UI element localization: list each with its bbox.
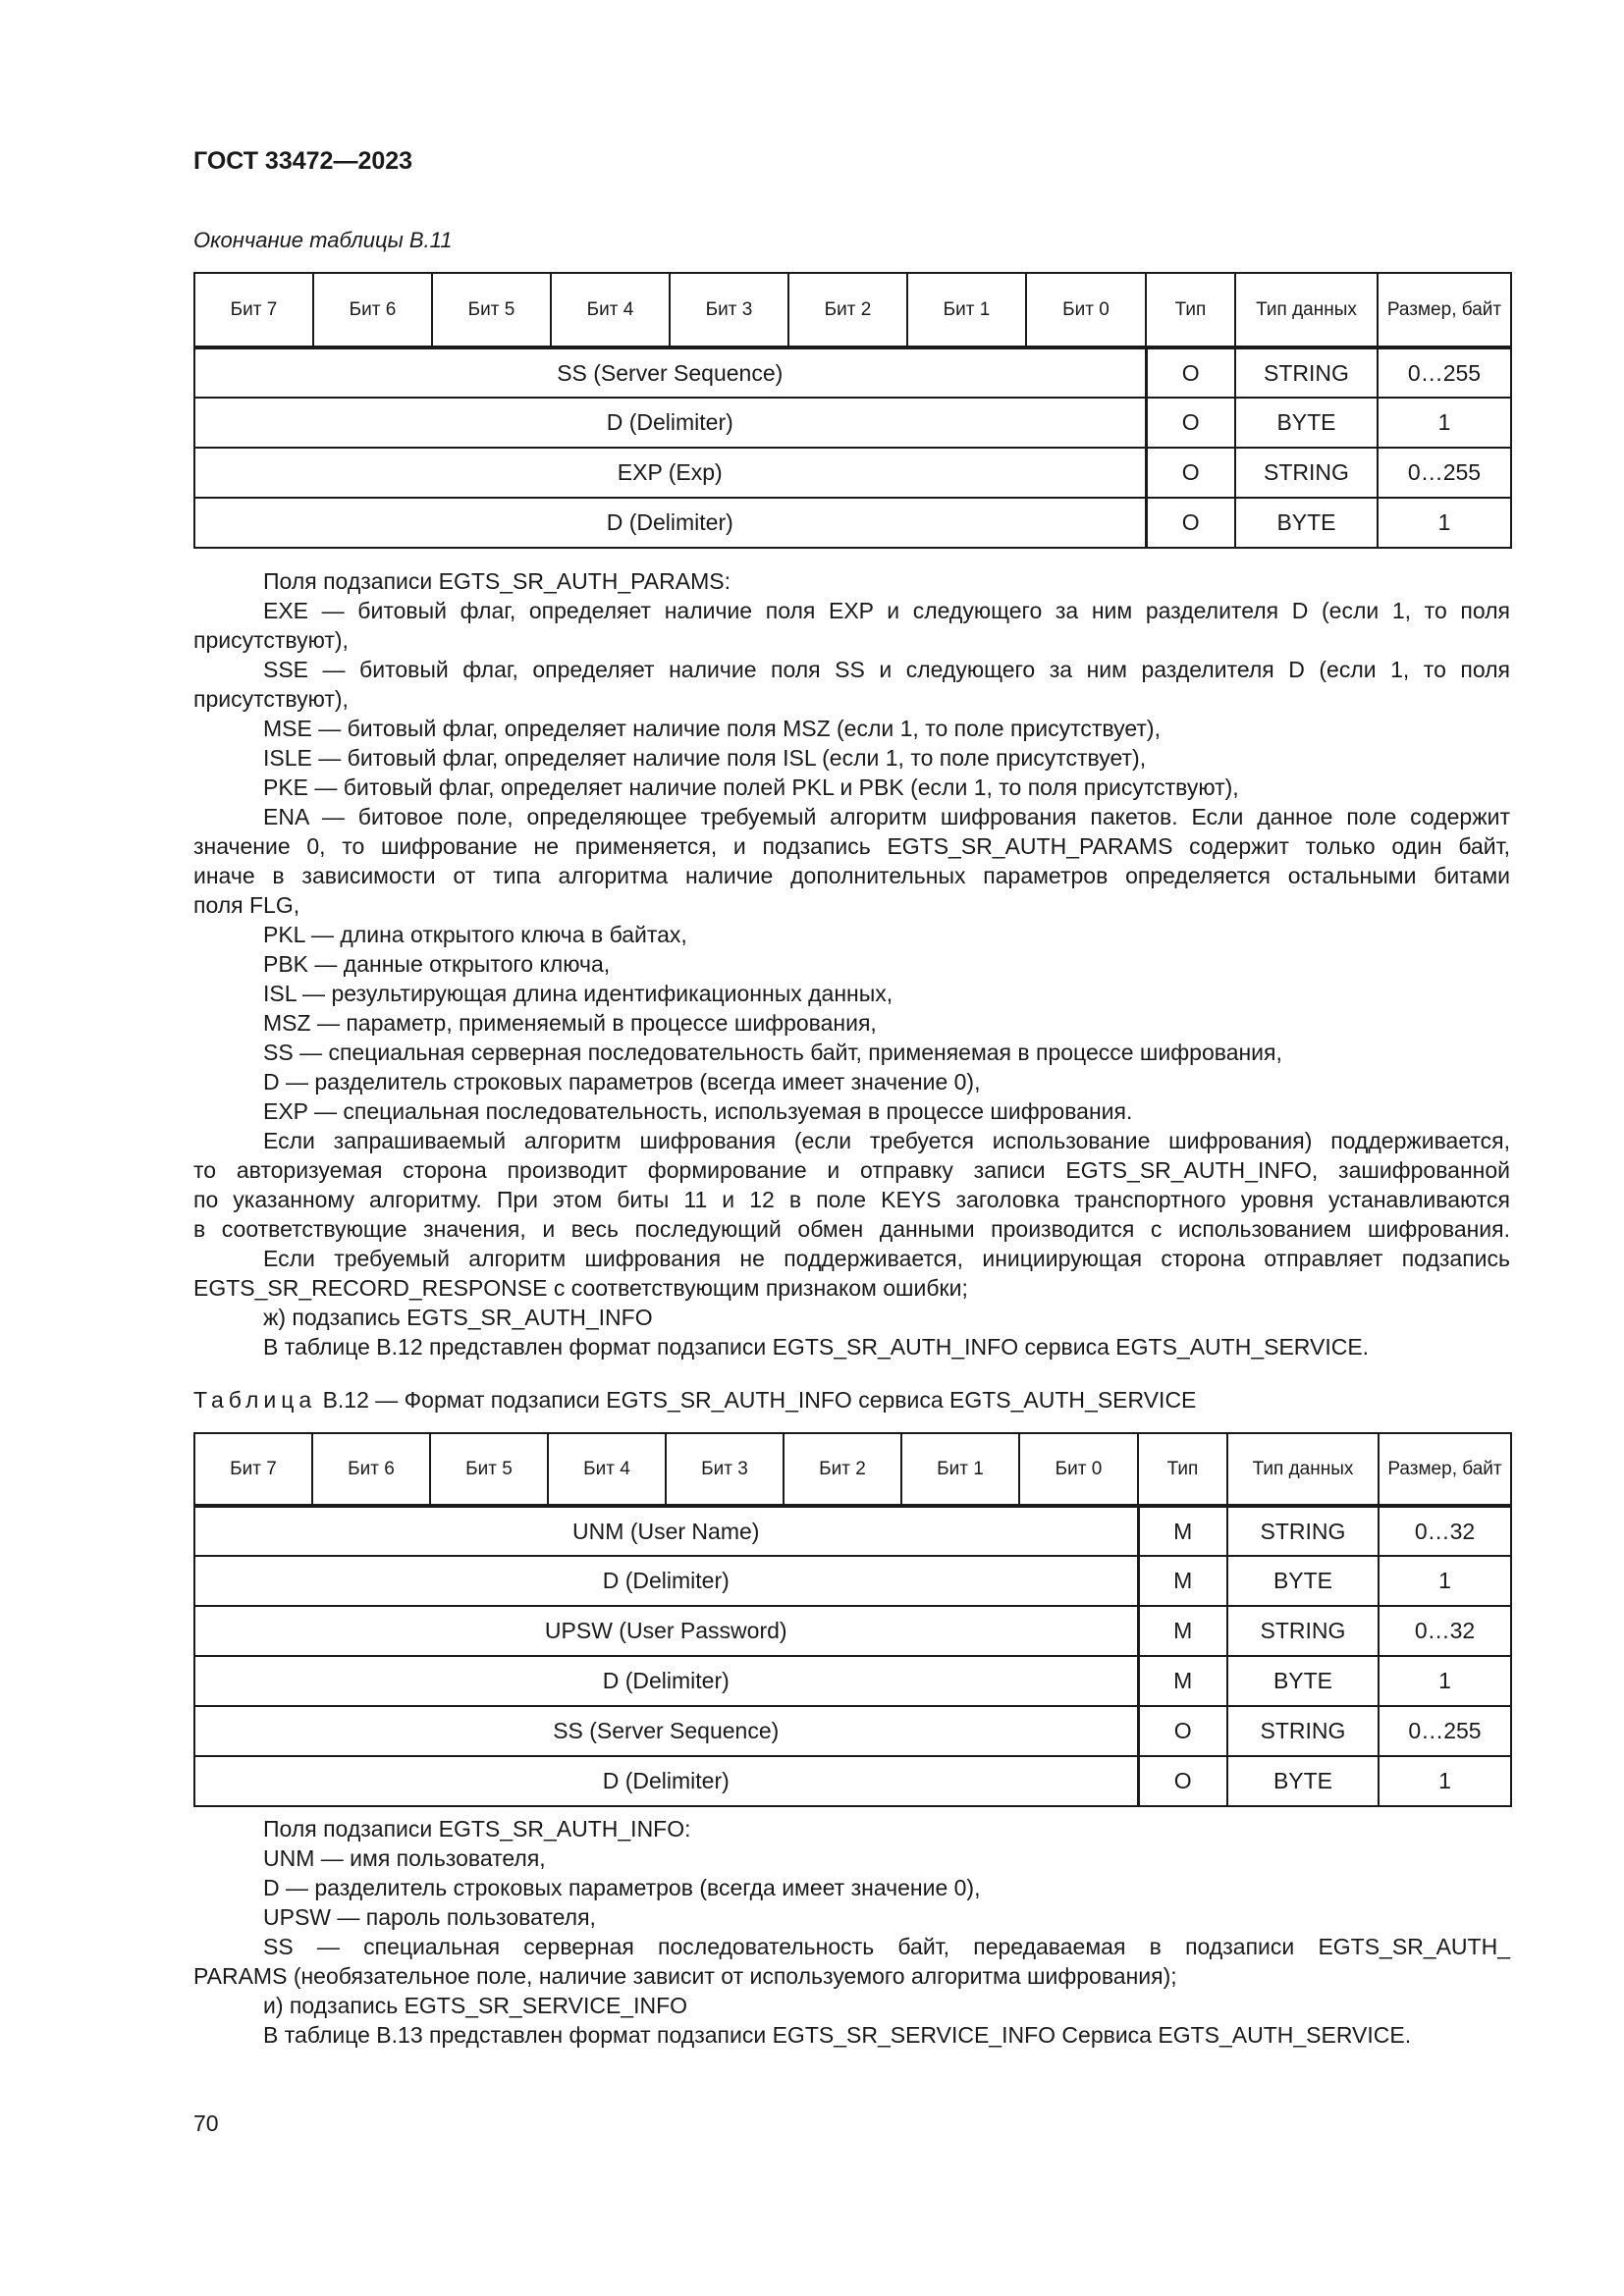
header-cell: Бит 2 bbox=[784, 1433, 901, 1506]
text-line: EXP — специальная последовательность, используемая в процессе шифрования. bbox=[263, 1098, 1133, 1124]
text-line: PKL — длина открытого ключа в байтах, bbox=[263, 922, 687, 947]
text-line: В таблице В.12 представлен формат подзаписи EGTS_SR_AUTH_INFO сервиса EGTS_AUTH_SERVICE. bbox=[263, 1334, 1370, 1360]
table-row bbox=[194, 347, 1511, 398]
table-b12 bbox=[193, 1432, 1512, 1807]
text-line: и) подзапись EGTS_SR_SERVICE_INFO bbox=[263, 1993, 688, 2018]
field-cell: UPSW (User Password) bbox=[194, 1606, 1138, 1656]
table-b12-caption bbox=[193, 1387, 1196, 1414]
text-line: UNM — имя пользователя, bbox=[263, 1845, 546, 1871]
text-line: присутствуют), bbox=[193, 627, 349, 653]
text-line: ж) подзапись EGTS_SR_AUTH_INFO bbox=[263, 1305, 653, 1330]
header-cell: Бит 1 bbox=[907, 273, 1026, 347]
table-header-row bbox=[194, 273, 1511, 347]
text-line: ISL — результирующая длина идентификационных данных, bbox=[263, 981, 893, 1006]
header-cell: Бит 1 bbox=[901, 1433, 1019, 1506]
table-header-row bbox=[194, 1433, 1511, 1506]
field-cell: D (Delimiter) bbox=[194, 498, 1146, 548]
datatype-cell: BYTE bbox=[1235, 398, 1378, 448]
datatype-cell: BYTE bbox=[1227, 1656, 1379, 1706]
field-cell: D (Delimiter) bbox=[194, 1556, 1138, 1606]
text-line: EGTS_SR_RECORD_RESPONSE с соответствующим признаком ошибки; bbox=[193, 1275, 968, 1301]
table-b11 bbox=[193, 272, 1512, 549]
type-cell: M bbox=[1138, 1556, 1227, 1606]
text-line: Если требуемый алгоритм шифрования не поддерживается, инициирующая сторона отправляет подзапись bbox=[263, 1246, 1510, 1271]
field-cell: D (Delimiter) bbox=[194, 1656, 1138, 1706]
header-cell: Тип bbox=[1146, 273, 1235, 347]
type-cell: M bbox=[1138, 1656, 1227, 1706]
size-cell: 0…32 bbox=[1379, 1606, 1511, 1656]
table-caption-label: Таблица bbox=[193, 1387, 317, 1413]
header-cell: Бит 4 bbox=[551, 273, 670, 347]
text-line: ENA — битовое поле, определяющее требуемый алгоритм шифрования пакетов. Если данное поле содержит bbox=[263, 804, 1510, 829]
text-line: по указанному алгоритму. При этом биты 11 и 12 в поле KEYS заголовка транспортного уровня устанавливаются bbox=[193, 1187, 1510, 1212]
header-cell: Бит 7 bbox=[194, 1433, 312, 1506]
text-line: в соответствующие значения, и весь последующий обмен данными производится с использованием шифрования. bbox=[193, 1216, 1510, 1242]
type-cell: O bbox=[1146, 398, 1235, 448]
table-caption-text: В.12 — Формат подзаписи EGTS_SR_AUTH_INFO сервиса EGTS_AUTH_SERVICE bbox=[316, 1387, 1197, 1413]
text-line: SSE — битовый флаг, определяет наличие поля SS и следующего за ним разделителя D (если 1, то поля bbox=[263, 657, 1510, 682]
datatype-cell: BYTE bbox=[1227, 1556, 1379, 1606]
text-line: В таблице В.13 представлен формат подзаписи EGTS_SR_SERVICE_INFO Сервиса EGTS_AUTH_SERVICE. bbox=[263, 2022, 1412, 2048]
page-number: 70 bbox=[193, 2110, 219, 2136]
table-row bbox=[194, 398, 1511, 448]
table-row bbox=[194, 498, 1511, 548]
size-cell: 0…32 bbox=[1379, 1506, 1511, 1556]
field-cell: D (Delimiter) bbox=[194, 1756, 1138, 1806]
header-cell: Бит 2 bbox=[788, 273, 907, 347]
text-line: UPSW — пароль пользователя, bbox=[263, 1904, 596, 1930]
size-cell: 1 bbox=[1378, 498, 1511, 548]
field-cell: UNM (User Name) bbox=[194, 1506, 1138, 1556]
header-cell: Бит 5 bbox=[430, 1433, 548, 1506]
header-cell: Тип данных bbox=[1227, 1433, 1379, 1506]
header-cell: Бит 3 bbox=[666, 1433, 784, 1506]
header-cell: Бит 0 bbox=[1019, 1433, 1138, 1506]
size-cell: 1 bbox=[1379, 1656, 1511, 1706]
header-cell: Бит 6 bbox=[313, 273, 432, 347]
datatype-cell: BYTE bbox=[1235, 498, 1378, 548]
field-cell: SS (Server Sequence) bbox=[194, 1706, 1138, 1756]
header-cell: Бит 6 bbox=[312, 1433, 430, 1506]
type-cell: M bbox=[1138, 1506, 1227, 1556]
size-cell: 0…255 bbox=[1378, 448, 1511, 498]
text-line: присутствуют), bbox=[193, 686, 349, 712]
text-line: ISLE — битовый флаг, определяет наличие поля ISL (если 1, то поле присутствует), bbox=[263, 745, 1147, 771]
header-cell: Тип bbox=[1138, 1433, 1227, 1506]
datatype-cell: STRING bbox=[1227, 1706, 1379, 1756]
type-cell: O bbox=[1146, 448, 1235, 498]
table-row bbox=[194, 448, 1511, 498]
header-cell: Бит 5 bbox=[432, 273, 551, 347]
text-line: EXE — битовый флаг, определяет наличие поля EXP и следующего за ним разделителя D (если 1, то поля bbox=[263, 598, 1511, 623]
type-cell: O bbox=[1138, 1706, 1227, 1756]
size-cell: 1 bbox=[1378, 398, 1511, 448]
datatype-cell: STRING bbox=[1235, 448, 1378, 498]
size-cell: 1 bbox=[1379, 1556, 1511, 1606]
header-cell: Тип данных bbox=[1235, 273, 1378, 347]
text-line: D — разделитель строковых параметров (всегда имеет значение 0), bbox=[263, 1069, 981, 1095]
text-line: MSE — битовый флаг, определяет наличие поля MSZ (если 1, то поле присутствует), bbox=[263, 716, 1161, 741]
auth-params-description bbox=[193, 566, 1510, 1362]
text-line: PARAMS (необязательное поле, наличие зависит от используемого алгоритма шифрования); bbox=[193, 1963, 1177, 1989]
table-row bbox=[194, 1556, 1511, 1606]
table-row bbox=[194, 1506, 1511, 1556]
header-cell: Бит 4 bbox=[548, 1433, 666, 1506]
text-line: SS — специальная серверная последовательность байт, передаваемая в подзаписи EGTS_SR_AUTH_ bbox=[263, 1934, 1510, 1959]
type-cell: O bbox=[1138, 1756, 1227, 1806]
document-header: ГОСТ 33472—2023 bbox=[193, 147, 413, 175]
text-line: Поля подзаписи EGTS_SR_AUTH_INFO: bbox=[263, 1816, 691, 1842]
header-cell: Бит 3 bbox=[670, 273, 788, 347]
text-line: то авторизуемая сторона производит формирование и отправку записи EGTS_SR_AUTH_INFO, зашифрованной bbox=[193, 1157, 1510, 1183]
type-cell: M bbox=[1138, 1606, 1227, 1656]
header-cell: Бит 7 bbox=[194, 273, 313, 347]
table-row bbox=[194, 1606, 1511, 1656]
table-row bbox=[194, 1706, 1511, 1756]
size-cell: 0…255 bbox=[1379, 1706, 1511, 1756]
text-line: значение 0, то шифрование не применяется, и подзапись EGTS_SR_AUTH_PARAMS содержит только один байт, bbox=[193, 833, 1510, 859]
field-cell: EXP (Exp) bbox=[194, 448, 1146, 498]
text-line: PKE — битовый флаг, определяет наличие полей PKL и PBK (если 1, то поля присутствуют), bbox=[263, 774, 1239, 800]
text-line: поля FLG, bbox=[193, 892, 300, 918]
auth-info-description bbox=[193, 1814, 1510, 2050]
table-continuation-caption: Окончание таблицы В.11 bbox=[193, 228, 453, 252]
datatype-cell: STRING bbox=[1227, 1606, 1379, 1656]
size-cell: 1 bbox=[1379, 1756, 1511, 1806]
text-line: иначе в зависимости от типа алгоритма наличие дополнительных параметров определяется остальными битами bbox=[193, 863, 1510, 888]
table-row bbox=[194, 1756, 1511, 1806]
text-line: SS — специальная серверная последовательность байт, применяемая в процессе шифрования, bbox=[263, 1040, 1282, 1065]
datatype-cell: BYTE bbox=[1227, 1756, 1379, 1806]
type-cell: O bbox=[1146, 498, 1235, 548]
text-line: Поля подзаписи EGTS_SR_AUTH_PARAMS: bbox=[263, 568, 731, 594]
text-line: Если запрашиваемый алгоритм шифрования (если требуется использование шифрования) поддерживается, bbox=[263, 1128, 1510, 1153]
type-cell: O bbox=[1146, 347, 1235, 398]
datatype-cell: STRING bbox=[1235, 347, 1378, 398]
size-cell: 0…255 bbox=[1378, 347, 1511, 398]
header-cell: Бит 0 bbox=[1026, 273, 1146, 347]
header-cell: Размер, байт bbox=[1378, 273, 1511, 347]
header-cell: Размер, байт bbox=[1379, 1433, 1511, 1506]
table-row bbox=[194, 1656, 1511, 1706]
text-line: PBK — данные открытого ключа, bbox=[263, 951, 611, 977]
field-cell: SS (Server Sequence) bbox=[194, 347, 1146, 398]
field-cell: D (Delimiter) bbox=[194, 398, 1146, 448]
text-line: MSZ — параметр, применяемый в процессе шифрования, bbox=[263, 1010, 877, 1036]
text-line: D — разделитель строковых параметров (всегда имеет значение 0), bbox=[263, 1875, 981, 1900]
datatype-cell: STRING bbox=[1227, 1506, 1379, 1556]
